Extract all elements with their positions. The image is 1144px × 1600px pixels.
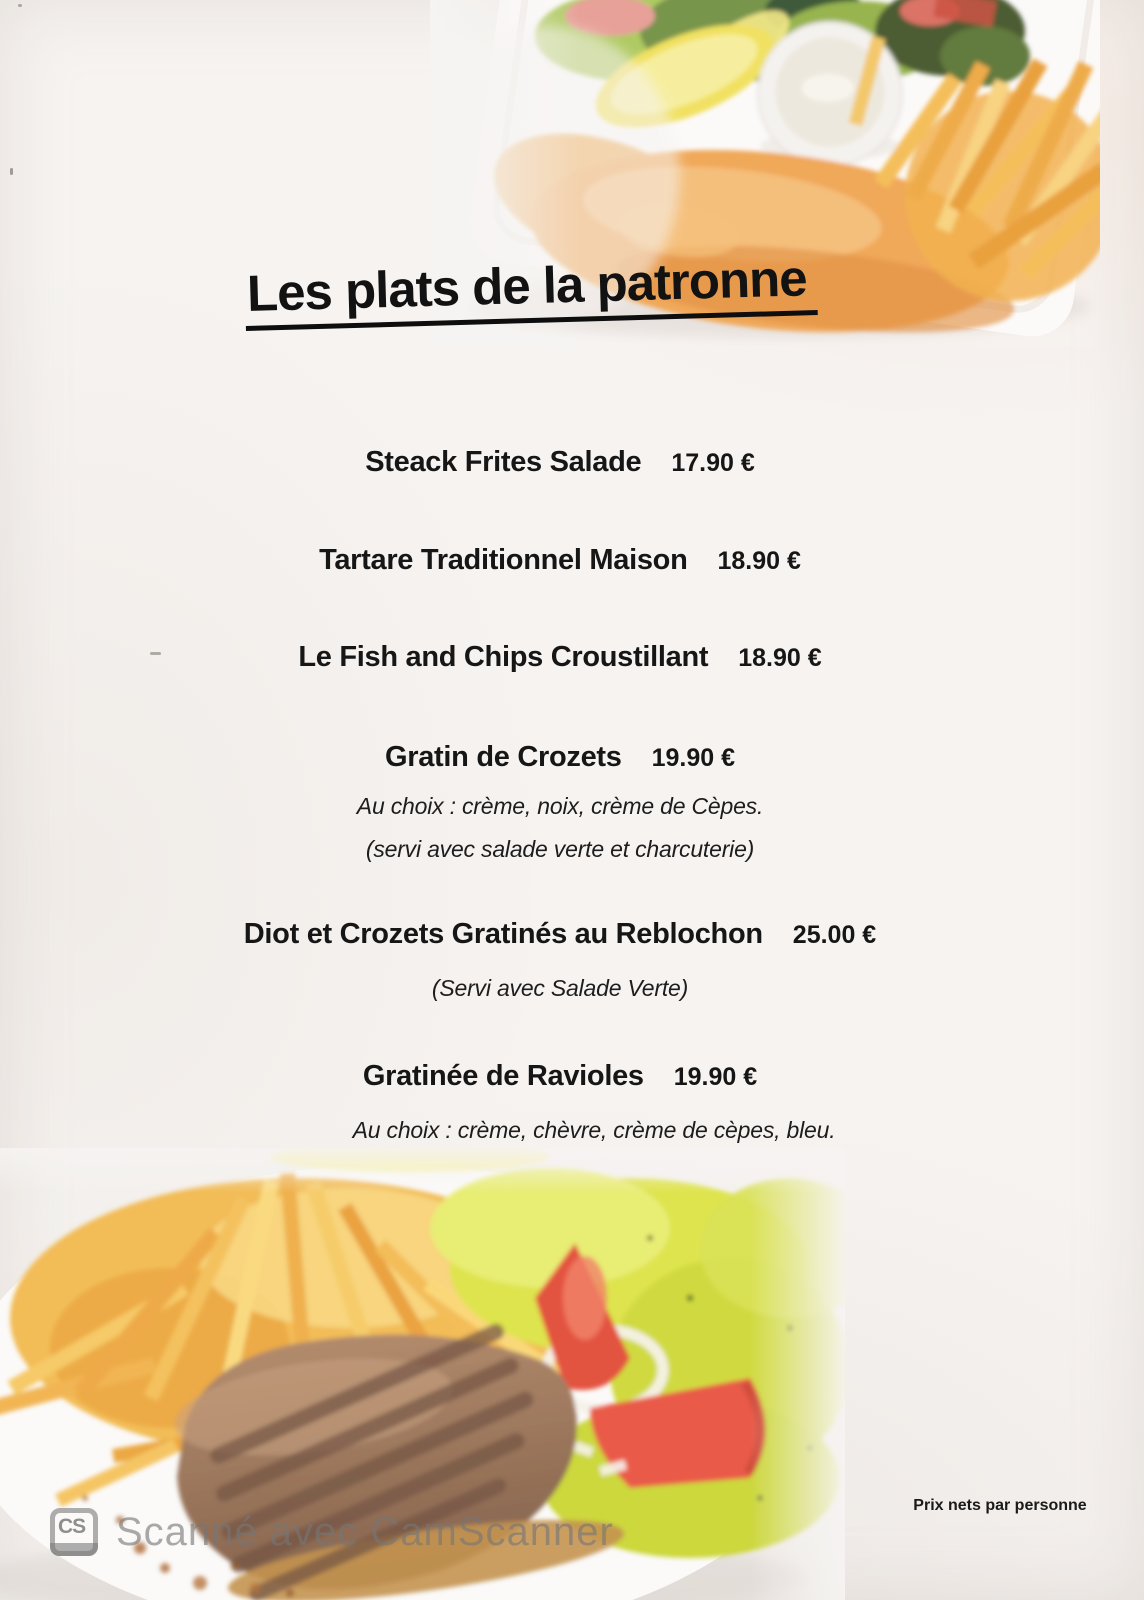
scan-speck	[150, 652, 161, 655]
menu-item	[0, 918, 1120, 951]
menu-item-price: 18.90 €	[738, 644, 822, 672]
menu-item-note: (servi avec salade verte et charcuterie)	[365, 836, 755, 862]
menu-item-price: 25.00 €	[792, 921, 877, 949]
menu-item-name: Diot et Crozets Gratinés au Reblochon	[243, 918, 763, 950]
menu-item-name: Steack Frites Salade	[365, 446, 642, 478]
menu-item	[0, 641, 1120, 674]
menu-item	[0, 741, 1120, 774]
camscanner-logo-text: CS	[58, 1515, 86, 1538]
camscanner-watermark	[50, 1508, 614, 1556]
menu-item-note: Au choix : crème, chèvre, crème de cèpes, bleu.	[352, 1117, 836, 1143]
menu-item-note: Au choix : crème, noix, crème de Cèpes.	[356, 793, 764, 819]
menu-item-price: 19.90 €	[673, 1063, 758, 1091]
menu-item	[0, 1060, 1120, 1093]
menu-item-price: 19.90 €	[651, 744, 736, 772]
menu-item-price: 18.90 €	[717, 547, 801, 575]
menu-item	[0, 446, 1120, 479]
scan-speck	[18, 4, 22, 7]
camscanner-logo-icon	[50, 1508, 98, 1556]
menu-item-price: 17.90 €	[671, 449, 755, 477]
menu-item	[0, 544, 1120, 577]
page-title: Les plats de la patronne	[244, 248, 817, 331]
price-disclaimer: Prix nets par personne	[913, 1497, 1087, 1514]
menu-item-name: Tartare Traditionnel Maison	[319, 544, 688, 576]
menu-item-note: (Servi avec Salade Verte)	[431, 975, 689, 1001]
scan-speck	[10, 168, 13, 175]
menu-item-name: Gratinée de Ravioles	[362, 1060, 644, 1092]
menu-item-name: Le Fish and Chips Croustillant	[298, 641, 709, 673]
camscanner-logo-bar	[50, 1543, 98, 1556]
menu-item-name: Gratin de Crozets	[384, 741, 622, 773]
camscanner-watermark-text: Scanné avec CamScanner	[116, 1509, 614, 1554]
